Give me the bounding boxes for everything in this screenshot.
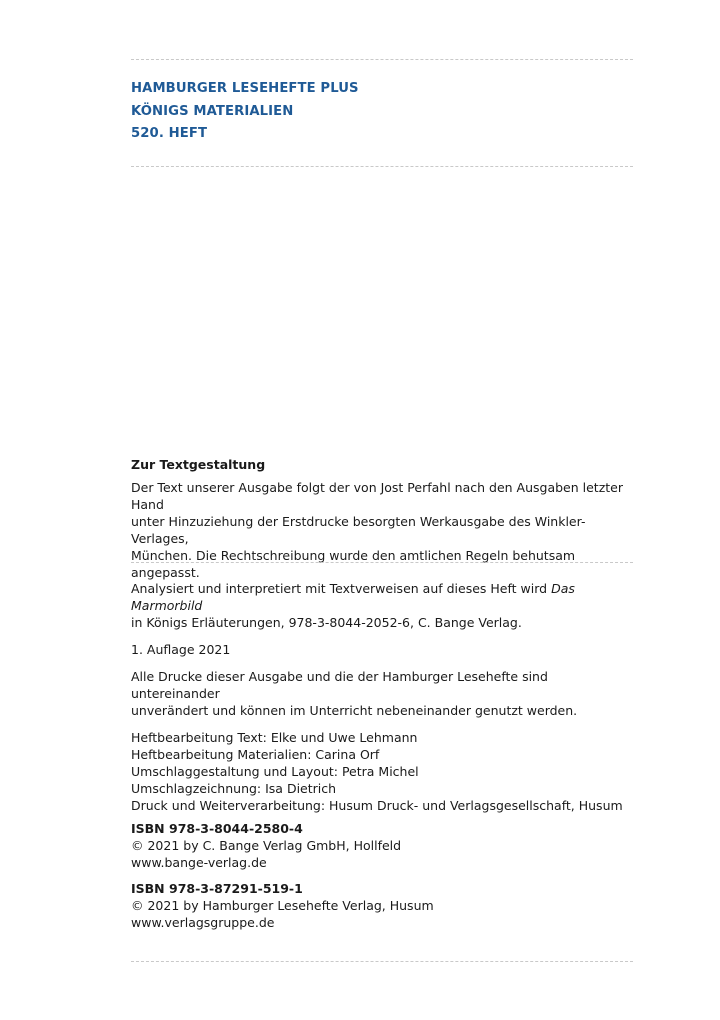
issue-number: 520. HEFT — [131, 126, 208, 141]
credit-line: Heftbearbeitung Text: Elke und Uwe Lehmann — [131, 730, 418, 745]
series-title: HAMBURGER LESEHEFTE PLUS — [131, 81, 359, 96]
publisher2-block — [131, 880, 636, 931]
prints-line: unverändert und können im Unterricht nebeneinander genutzt werden. — [131, 703, 578, 718]
analysis-line: in Königs Erläuterungen, 978-3-8044-2052-6, C. Bange Verlag. — [131, 615, 522, 630]
credit-line: Umschlaggestaltung und Layout: Petra Michel — [131, 764, 419, 779]
edition-line: 1. Auflage 2021 — [131, 642, 231, 657]
web-hamburger: www.verlagsgruppe.de — [131, 915, 275, 930]
credit-line: Umschlagzeichnung: Isa Dietrich — [131, 781, 337, 796]
section-divider — [131, 562, 633, 563]
series-subtitle: KÖNIGS MATERIALIEN — [131, 103, 294, 119]
text-line: unter Hinzuziehung der Erstdrucke besorgten Werkausgabe des Winkler-Verlages, — [131, 514, 586, 546]
credit-line: Heftbearbeitung Materialien: Carina Orf — [131, 747, 380, 762]
header-divider — [131, 166, 633, 167]
publisher1-block — [131, 820, 636, 871]
isbn-hamburger: ISBN 978-3-87291-519-1 — [131, 881, 303, 896]
copyright-bange: © 2021 by C. Bange Verlag GmbH, Hollfeld — [131, 838, 402, 853]
prints-line: Alle Drucke dieser Ausgabe und die der Hamburger Lesehefte sind untereinander — [131, 669, 548, 701]
book-title: Das Marmorbild — [131, 581, 575, 613]
section-heading: Zur Textgestaltung — [131, 457, 266, 472]
bottom-divider — [131, 961, 633, 962]
analysis-line: Analysiert und interpretiert mit Textverweisen auf dieses Heft wird Das Marmorbild — [131, 581, 575, 613]
text-line: München. Die Rechtschreibung wurde den amtlichen Regeln behutsam angepasst. — [131, 548, 576, 580]
copyright-hamburger: © 2021 by Hamburger Lesehefte Verlag, Husum — [131, 898, 434, 913]
series-header — [131, 78, 359, 146]
text-line: Der Text unserer Ausgabe folgt der von Jost Perfahl nach den Ausgaben letzter Hand — [131, 480, 623, 512]
isbn-bange: ISBN 978-3-8044-2580-4 — [131, 821, 303, 836]
imprint-section — [131, 580, 636, 814]
top-divider — [131, 59, 633, 60]
web-bange: www.bange-verlag.de — [131, 855, 267, 870]
credit-line: Druck und Weiterverarbeitung: Husum Druck- und Verlagsgesellschaft, Husum — [131, 798, 623, 813]
